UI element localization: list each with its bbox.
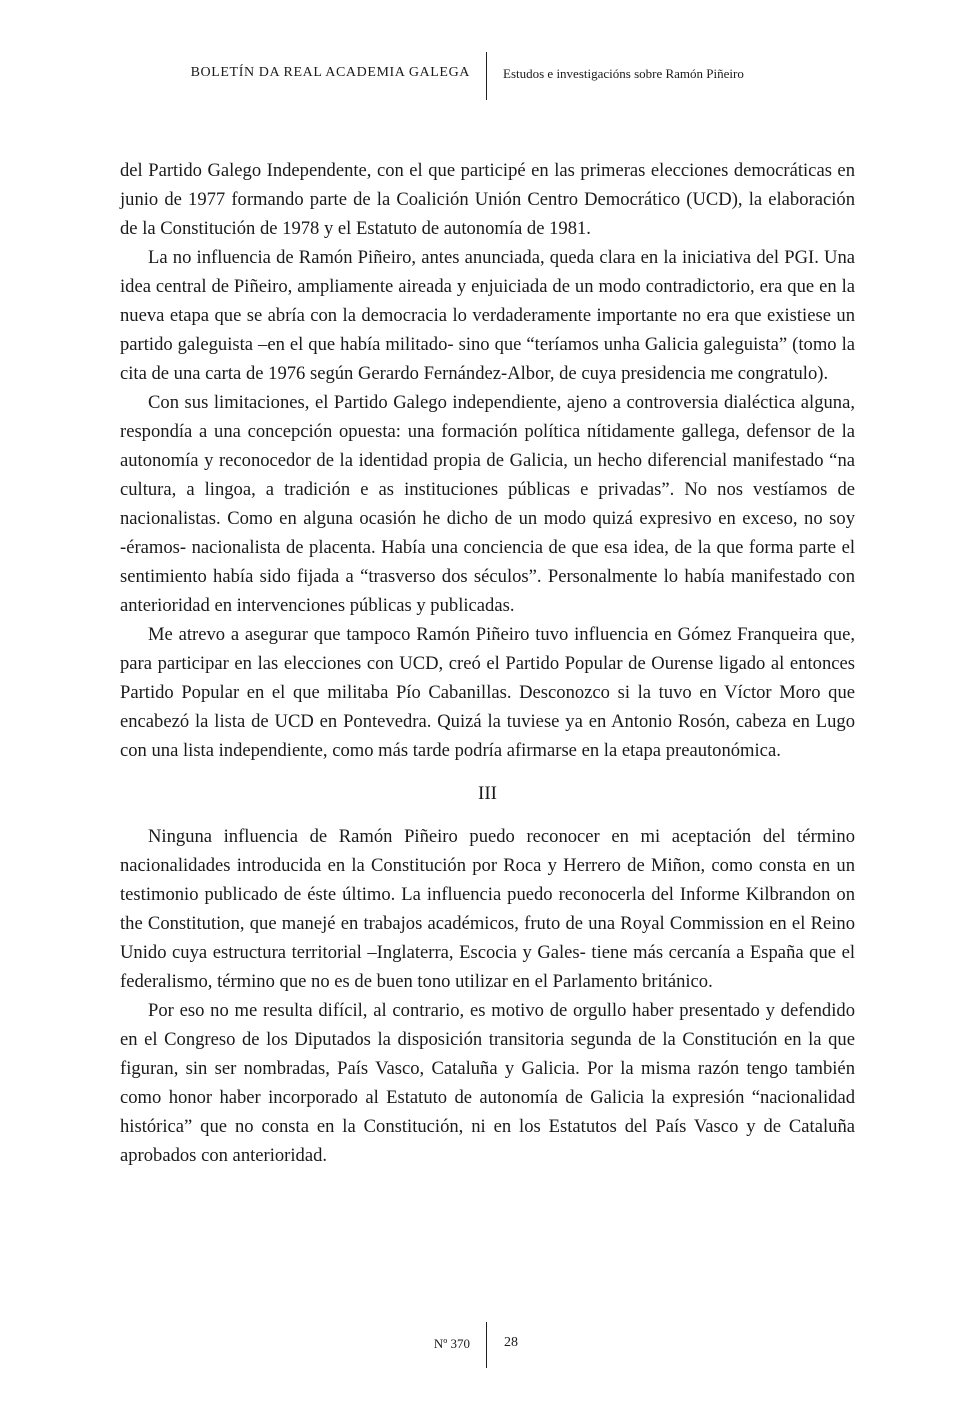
page-number: 28 [504,1335,518,1350]
paragraph: Ninguna influencia de Ramón Piñeiro puedo reconocer en mi aceptación del término nacionalidades introducida en la Constitución por Roca y Herrero de Miñon, como consta en un testimonio publicado de éste último. La influencia puedo reconocerla del Informe Kilbrandon on the Constitution, que manejé en trabajos académicos, fruto de una Royal Commission en el Reino Unido cuya estructura territorial –Inglaterra, Escocia y Gales- tiene más cercanía a España que el federalismo, término que no es de buen tono utilizar en el Parlamento británico. [120,826,855,992]
running-footer [0,1322,975,1372]
paragraph: La no influencia de Ramón Piñeiro, antes anunciada, queda clara en la iniciativa del PGI. Una idea central de Piñeiro, ampliamente aireada y enjuiciada de un modo contradictorio, era que en la nueva etapa que se abría con la democracia lo verdaderamente importante no era que existiese un partido galeguista –en el que había militado- sino que “teríamos unha Galicia galeguista” (tomo la cita de una carta de 1976 según Gerardo Fernández-Albor, de cuya presidencia me congratulo). [120,247,855,384]
paragraph: Por eso no me resulta difícil, al contrario, es motivo de orgullo haber presentado y defendido en el Congreso de los Diputados la disposición transitoria segunda de la Constitución en la que figuran, sin ser nombradas, País Vasco, Cataluña y Galicia. Por la misma razón tengo también como honor haber incorporado al Estatuto de autonomía de Galicia la expresión “nacionalidad histórica” que no consta en la Constitución, ni en los Estatutos del País Vasco y de Cataluña aprobados con anterioridad. [120,1000,855,1166]
section-title: Estudos e investigacións sobre Ramón Piñeiro [503,66,744,81]
journal-title: BOLETÍN DA REAL ACADEMIA GALEGA [190,65,470,80]
article-body [120,156,855,1170]
footer-divider [486,1322,487,1368]
paragraph: Con sus limitaciones, el Partido Galego independiente, ajeno a controversia dialéctica alguna, respondía a una concepción opuesta: una formación política nítidamente gallega, defensor de la autonomía y reconocedor de la identidad propia de Galicia, un hecho diferencial manifestado “na cultura, a lingoa, a tradición e as instituciones públicas e privadas”. No nos vestíamos de nacionalistas. Como en alguna ocasión he dicho de un modo quizá expresivo en exceso, no soy -éramos- nacionalista de placenta. Había una conciencia de que esa idea, de la que forma parte el sentimiento había sido fijada a “trasverso dos séculos”. Personalmente lo había manifestado con anterioridad en intervenciones públicas y publicadas. [120,392,855,616]
issue-number: Nº 370 [433,1336,470,1351]
running-header [0,52,975,100]
paragraph: Me atrevo a asegurar que tampoco Ramón Piñeiro tuvo influencia en Gómez Franqueira que, para participar en las elecciones con UCD, creó el Partido Popular de Ourense ligado al entonces Partido Popular en el que militaba Pío Cabanillas. Desconozco si la tuvo en Víctor Moro que encabezó la lista de UCD en Pontevedra. Quizá la tuviese ya en Antonio Rosón, cabeza en Lugo con una lista independiente, como más tarde podría afirmarse en la etapa preautonómica. [120,624,855,761]
header-divider [486,52,487,100]
section-heading: III [478,783,497,804]
paragraph: del Partido Galego Independente, con el que participé en las primeras elecciones democráticas en junio de 1977 formando parte de la Coalición Unión Centro Democrático (UCD), la elaboración de la Constitución de 1978 y el Estatuto de autonomía de 1981. [120,160,855,239]
